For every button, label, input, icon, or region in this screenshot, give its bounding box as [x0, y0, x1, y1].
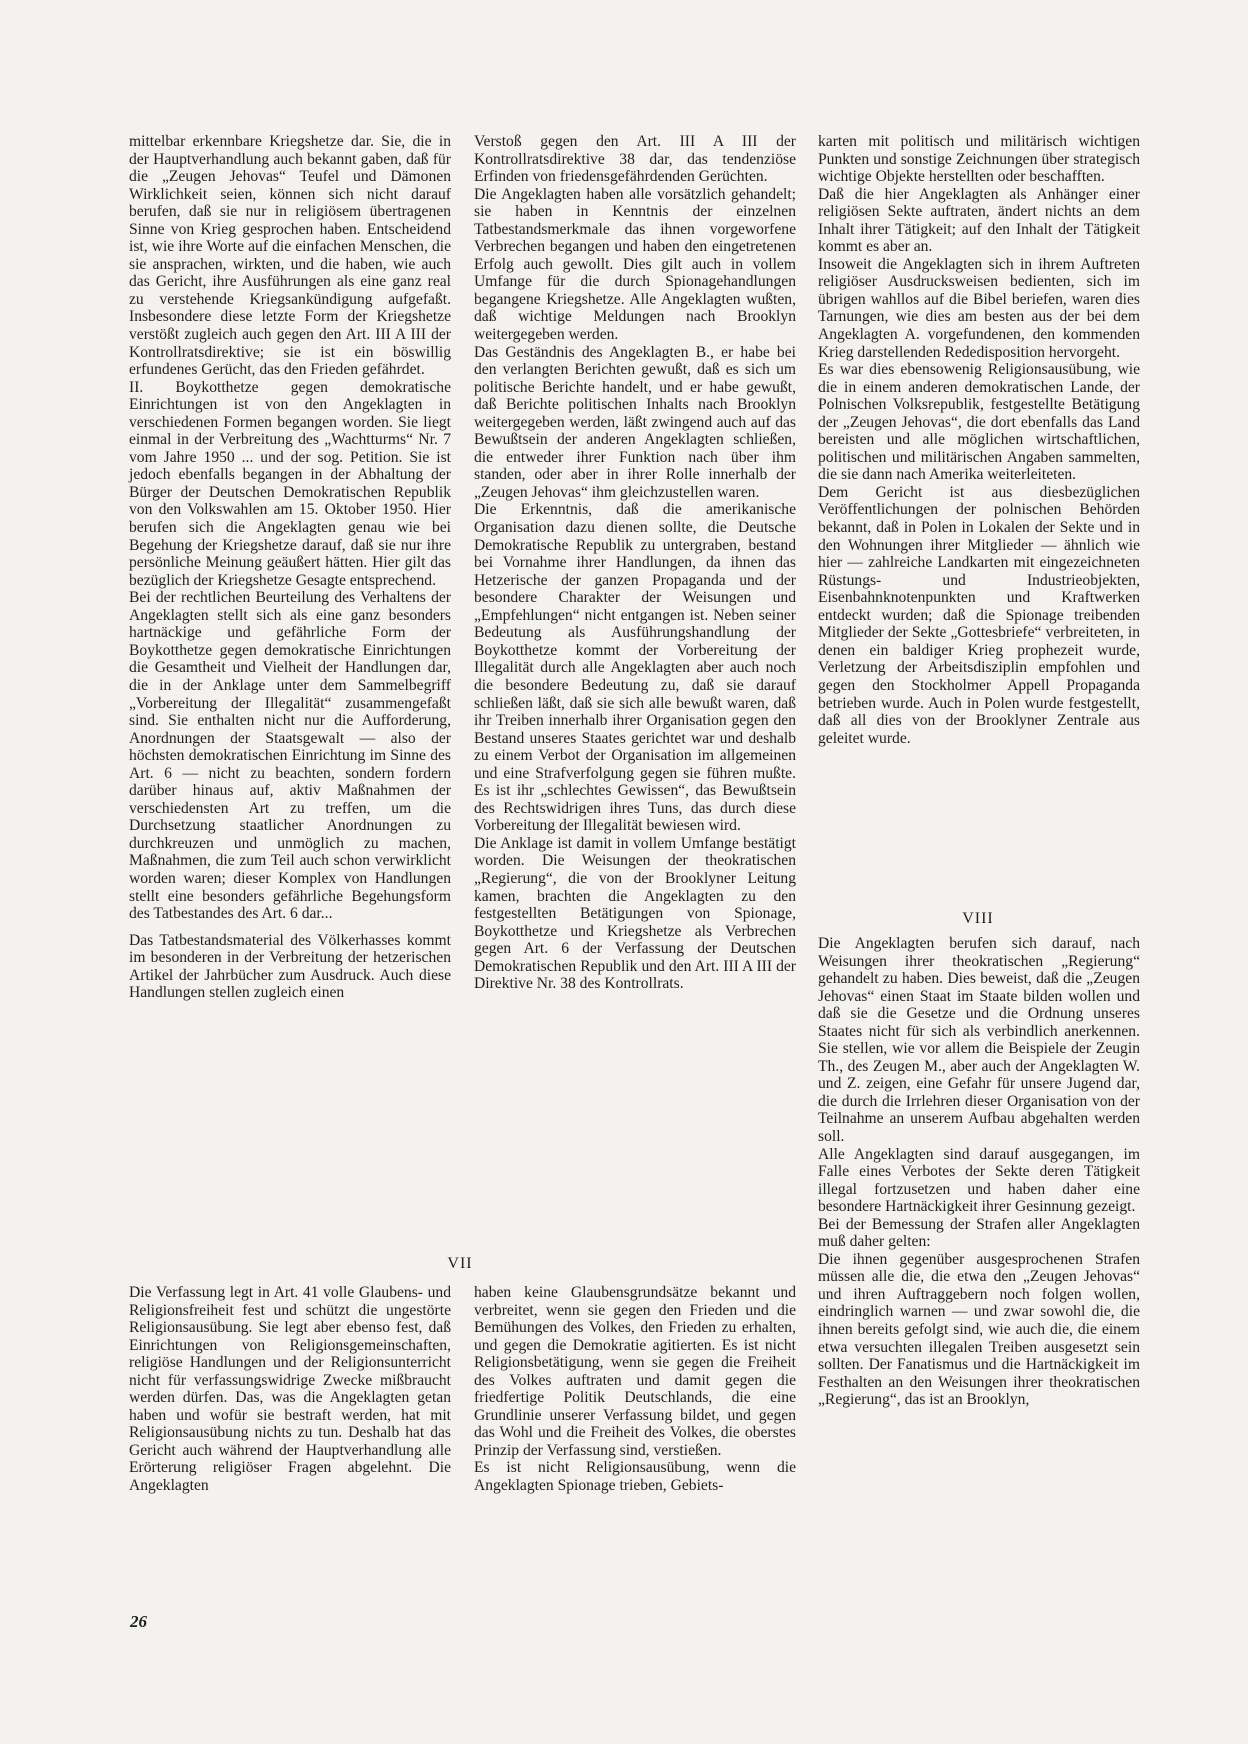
paragraph: Das Geständnis des Angeklagten B., er habe bei den verlangten Berichten gewußt, daß es sich um politische Berichte handelt, und er habe gewußt, daß Berichte politischen Inhalts nach Brooklyn weitergegeben werden, läßt zwingend auch auf das Bewußtsein der anderen Angeklagten schließen, die entweder ihrer Funktion nach über ihm standen, oder aber in ihrer Rolle innerhalb der „Zeugen Jehovas“ ihm gleichzustellen waren. [474, 343, 796, 501]
paragraph: Verstoß gegen den Art. III A III der Kontrollratsdirektive 38 dar, das tendenziöse Erfinden von friedensgefährdenden Gerüchten. [474, 133, 796, 186]
paragraph: Die Erkenntnis, daß die amerikanische Organisation dazu dienen sollte, die Deutsche Demokratische Republik zu untergraben, bestand bei Vornahme ihrer Handlungen, da ihnen das Hetzerische der ganzen Propaganda und der besondere Charakter der Weisungen und „Empfehlungen“ nicht entgangen ist. Neben seiner Bedeutung als Ausführungshandlung der Boykotthetze kommt der Vorbereitung der Illegalität durch alle Angeklagten aber auch noch die besondere Bedeutung zu, daß sie darauf schließen läßt, daß sie sich alle bewußt waren, daß ihr Treiben innerhalb ihrer Organisation gegen den Bestand unseres Staates gerichtet war und deshalb zu einem Verbot der Organisation im allgemeinen und eine Strafverfolgung gegen sie führen mußte. Es ist ihr „schlechtes Gewissen“, das Bewußtsein des Rechtswidrigen ihres Tuns, das durch diese Vorbereitung der Illegalität bewiesen wird. [474, 501, 796, 835]
paragraph: Die Anklage ist damit in vollem Umfange bestätigt worden. Die Weisungen der theokratischen „Regierung“, die von der Brooklyner Leitung kamen, brachten die Angeklagten zu den festgestellten Betätigungen von Spionage, Boykotthetze und Kriegshetze als Verbrechen gegen Art. 6 der Verfassung der Deutschen Demokratischen Republik und den Art. III A III der Direktive Nr. 38 des Kontrollrats. [474, 834, 796, 993]
paragraph: Es ist nicht Religionsausübung, wenn die Angeklagten Spionage trieben, Gebiets- [474, 1459, 796, 1495]
paragraph: Die ihnen gegenüber ausgesprochenen Strafen müssen alle die, die etwa den „Zeugen Jehovas“ und ihren Auftraggebern noch folgen wollen, eindringlich warnen — und zwar sowohl die, die ihnen bereits gefolgt sind, wie auch die, die einem etwa versuchten illegalen Treiben ausgesetzt sein sollten. Der Fanatismus und die Hartnäckigkeit im Festhalten an den Weisungen ihrer theokratischen „Regierung“, das ist an Brooklyn, [818, 1250, 1140, 1409]
page-number: 26 [130, 1612, 147, 1631]
section-heading-viii: VIII [962, 910, 994, 927]
paragraph: Es war dies ebensowenig Religionsausübung, wie die in einem anderen demokratischen Lande, der Polnischen Volksrepublik, festgestellte Betätigung der „Zeugen Jehovas“, die dort ebenfalls das Land bereisten und alle möglichen wirtschaftlichen, politischen und militärischen Angaben sammelten, die sie dann nach Amerika weiterleiteten. [818, 361, 1140, 484]
section-heading-vii: VII [447, 1255, 473, 1272]
paragraph: karten mit politisch und militärisch wichtigen Punkten und sonstige Zeichnungen über strategisch wichtige Objekte herstellten oder beschafften. [818, 133, 1140, 186]
paragraph: Bei der Bemessung der Strafen aller Angeklagten muß daher gelten: [818, 1215, 1140, 1251]
paragraph: Bei der rechtlichen Beurteilung des Verhaltens der Angeklagten stellt sich als eine ganz besonders hartnäckige und gefährliche Form der Boykotthetze gegen demokratische Einrichtungen die Gesamtheit und Vielheit der Handlungen dar, die in der Anklage unter dem Sammelbegriff „Vorbereitung der Illegalität“ zusammengefaßt sind. Sie enthalten nicht nur die Aufforderung, Anordnungen der Staatsgewalt — also der höchsten demokratischen Einrichtung im Sinne des Art. 6 — nicht zu beachten, sondern fordern darüber hinaus auf, aktiv Maßnahmen der verschiedensten Art zu treffen, um die Durchsetzung staatlicher Anordnungen zu durchkreuzen und unmöglich zu machen, Maßnahmen, die zum Teil auch schon verwirklicht worden waren; dieser Komplex von Handlungen stellt eine besonders gefährliche Begehungsform des Tatbestandes des Art. 6 dar... [129, 589, 451, 923]
paragraph: Die Angeklagten berufen sich darauf, nach Weisungen ihrer theokratischen „Regierung“ gehandelt zu haben. Dies beweist, daß die „Zeugen Jehovas“ einen Staat im Staate bilden wollen und daß sie die Gesetze und die Ordnung unseres Staates nicht für sich als verbindlich anerkennen. Sie stellen, wie vor allem die Beispiele der Zeugin Th., des Zeugen M., aber auch der Angeklagten W. und Z. zeigen, eine Gefahr für unsere Jugend dar, die durch die Irrlehren dieser Organisation von der Teilnahme an unserem Aufbau abgehalten werden soll. [818, 935, 1140, 1146]
column-2-lower [474, 1284, 796, 1495]
paragraph: Alle Angeklagten sind darauf ausgegangen, im Falle eines Verbotes der Sekte deren Tätigkeit illegal fortzusetzen und haben daher eine besondere Hartnäckigkeit ihrer Gesinnung gezeigt. [818, 1145, 1140, 1216]
paragraph: Die Angeklagten haben alle vorsätzlich gehandelt; sie haben in Kenntnis der einzelnen Tatbestandsmerkmale das ihnen vorgeworfene Verbrechen begangen und haben den eingetretenen Erfolg auch gewollt. Dies gilt auch in vollem Umfange für die durch Spionagehandlungen begangene Kriegshetze. Alle Angeklagten wußten, daß wichtige Meldungen nach Brooklyn weitergegeben werden. [474, 185, 796, 344]
column-3-upper [818, 133, 1140, 747]
paragraph: II. Boykotthetze gegen demokratische Einrichtungen ist von den Angeklagten in verschiedenen Formen begangen worden. Sie liegt einmal in der Verbreitung des „Wachtturms“ Nr. 7 vom Jahre 1950 ... und der sog. Petition. Sie ist jedoch ebenfalls begangen in der Abhaltung der Bürger der Deutschen Demokratischen Republik von den Volkswahlen am 15. Oktober 1950. Hier berufen sich die Angeklagten genau wie bei Begehung der Kriegshetze darauf, daß sie nur ihre persönliche Meinung geäußert hätten. Hier gilt das bezüglich der Kriegshetze Gesagte entsprechend. [129, 378, 451, 589]
paragraph: Insoweit die Angeklagten sich in ihrem Auftreten religiöser Ausdrucksweisen bedienten, sich im übrigen wahllos auf die Bibel beriefen, waren dies Tarnungen, wie dies am besten aus der bei dem Angeklagten A. vorgefundenen, den kommenden Krieg darstellenden Rededisposition hervorgeht. [818, 255, 1140, 361]
column-3-lower [818, 935, 1140, 1409]
column-1-upper [129, 133, 451, 1002]
paragraph: haben keine Glaubensgrundsätze bekannt und verbreitet, wenn sie gegen den Frieden und die Bemühungen des Volkes, den Frieden zu erhalten, und gegen die Demokratie agitierten. Es ist nicht Religionsbetätigung, wenn sie gegen die Freiheit des Volkes auftraten und damit gegen die friedfertige Politik Deutschlands, die eine Grundlinie unserer Verfassung bildet, und gegen das Wohl und die Freiheit des Volkes, die oberstes Prinzip der Verfassung sind, verstießen. [474, 1284, 796, 1459]
paragraph: Die Verfassung legt in Art. 41 volle Glaubens- und Religionsfreiheit fest und schützt die ungestörte Religionsausübung. Sie legt aber ebenso fest, daß Einrichtungen von Religionsgemeinschaften, religiöse Handlungen und der Religionsunterricht nicht für verfassungswidrige Zwecke mißbraucht werden dürfen. Das, was die Angeklagten getan haben und wofür sie bestraft werden, hat mit Religionsausübung nichts zu tun. Deshalb hat das Gericht auch während der Hauptverhandlung alle Erörterung religiöser Fragen abgelehnt. Die Angeklagten [129, 1284, 451, 1495]
paragraph: Dem Gericht ist aus diesbezüglichen Veröffentlichungen der polnischen Behörden bekannt, daß in Polen in Lokalen der Sekte und in den Wohnungen ihrer Mitglieder — ähnlich wie hier — zahlreiche Landkarten mit eingezeichneten Rüstungs- und Industrieobjekten, Eisenbahnknotenpunkten und Kraftwerken entdeckt wurden; daß die Spionage treibenden Mitglieder der Sekte „Gottesbriefe“ verbreiteten, in denen ein baldiger Krieg prophezeit wurde, Verletzung der Arbeitsdisziplin empfohlen und gegen den Stockholmer Appell Propaganda betrieben wurde. Auch in Polen wurde festgestellt, daß all dies von der Brooklyner Zentrale aus geleitet wurde. [818, 483, 1140, 747]
paragraph: Daß die hier Angeklagten als Anhänger einer religiösen Sekte auftraten, ändert nichts an dem Inhalt ihrer Tätigkeit; auf den Inhalt der Tätigkeit kommt es aber an. [818, 185, 1140, 256]
paragraph: mittelbar erkennbare Kriegshetze dar. Sie, die in der Hauptverhandlung auch bekannt gaben, daß für die „Zeugen Jehovas“ Teufel und Dämonen Wirklichkeit seien, können sich nicht darauf berufen, daß sie nur in religiösem übertragenen Sinne von Krieg gesprochen haben. Entscheidend ist, wie ihre Worte auf die einfachen Menschen, die sie ansprachen, wirkten, und die haben, wie auch das Gericht, ihre Ausführungen als eine ganz real zu verstehende Kriegsankündigung aufgefaßt. Insbesondere diese letzte Form der Kriegshetze verstößt zugleich auch gegen den Art. III A III der Kontrollratsdirektive; sie ist ein böswillig erfundenes Gerücht, das den Frieden gefährdet. [129, 133, 451, 379]
column-1-lower [129, 1284, 451, 1495]
column-2-upper [474, 133, 796, 993]
paragraph: Das Tatbestandsmaterial des Völkerhasses kommt im besonderen in der Verbreitung der hetzerischen Artikel der Jahrbücher zum Ausdruck. Auch diese Handlungen stellen zugleich einen [129, 931, 451, 1002]
